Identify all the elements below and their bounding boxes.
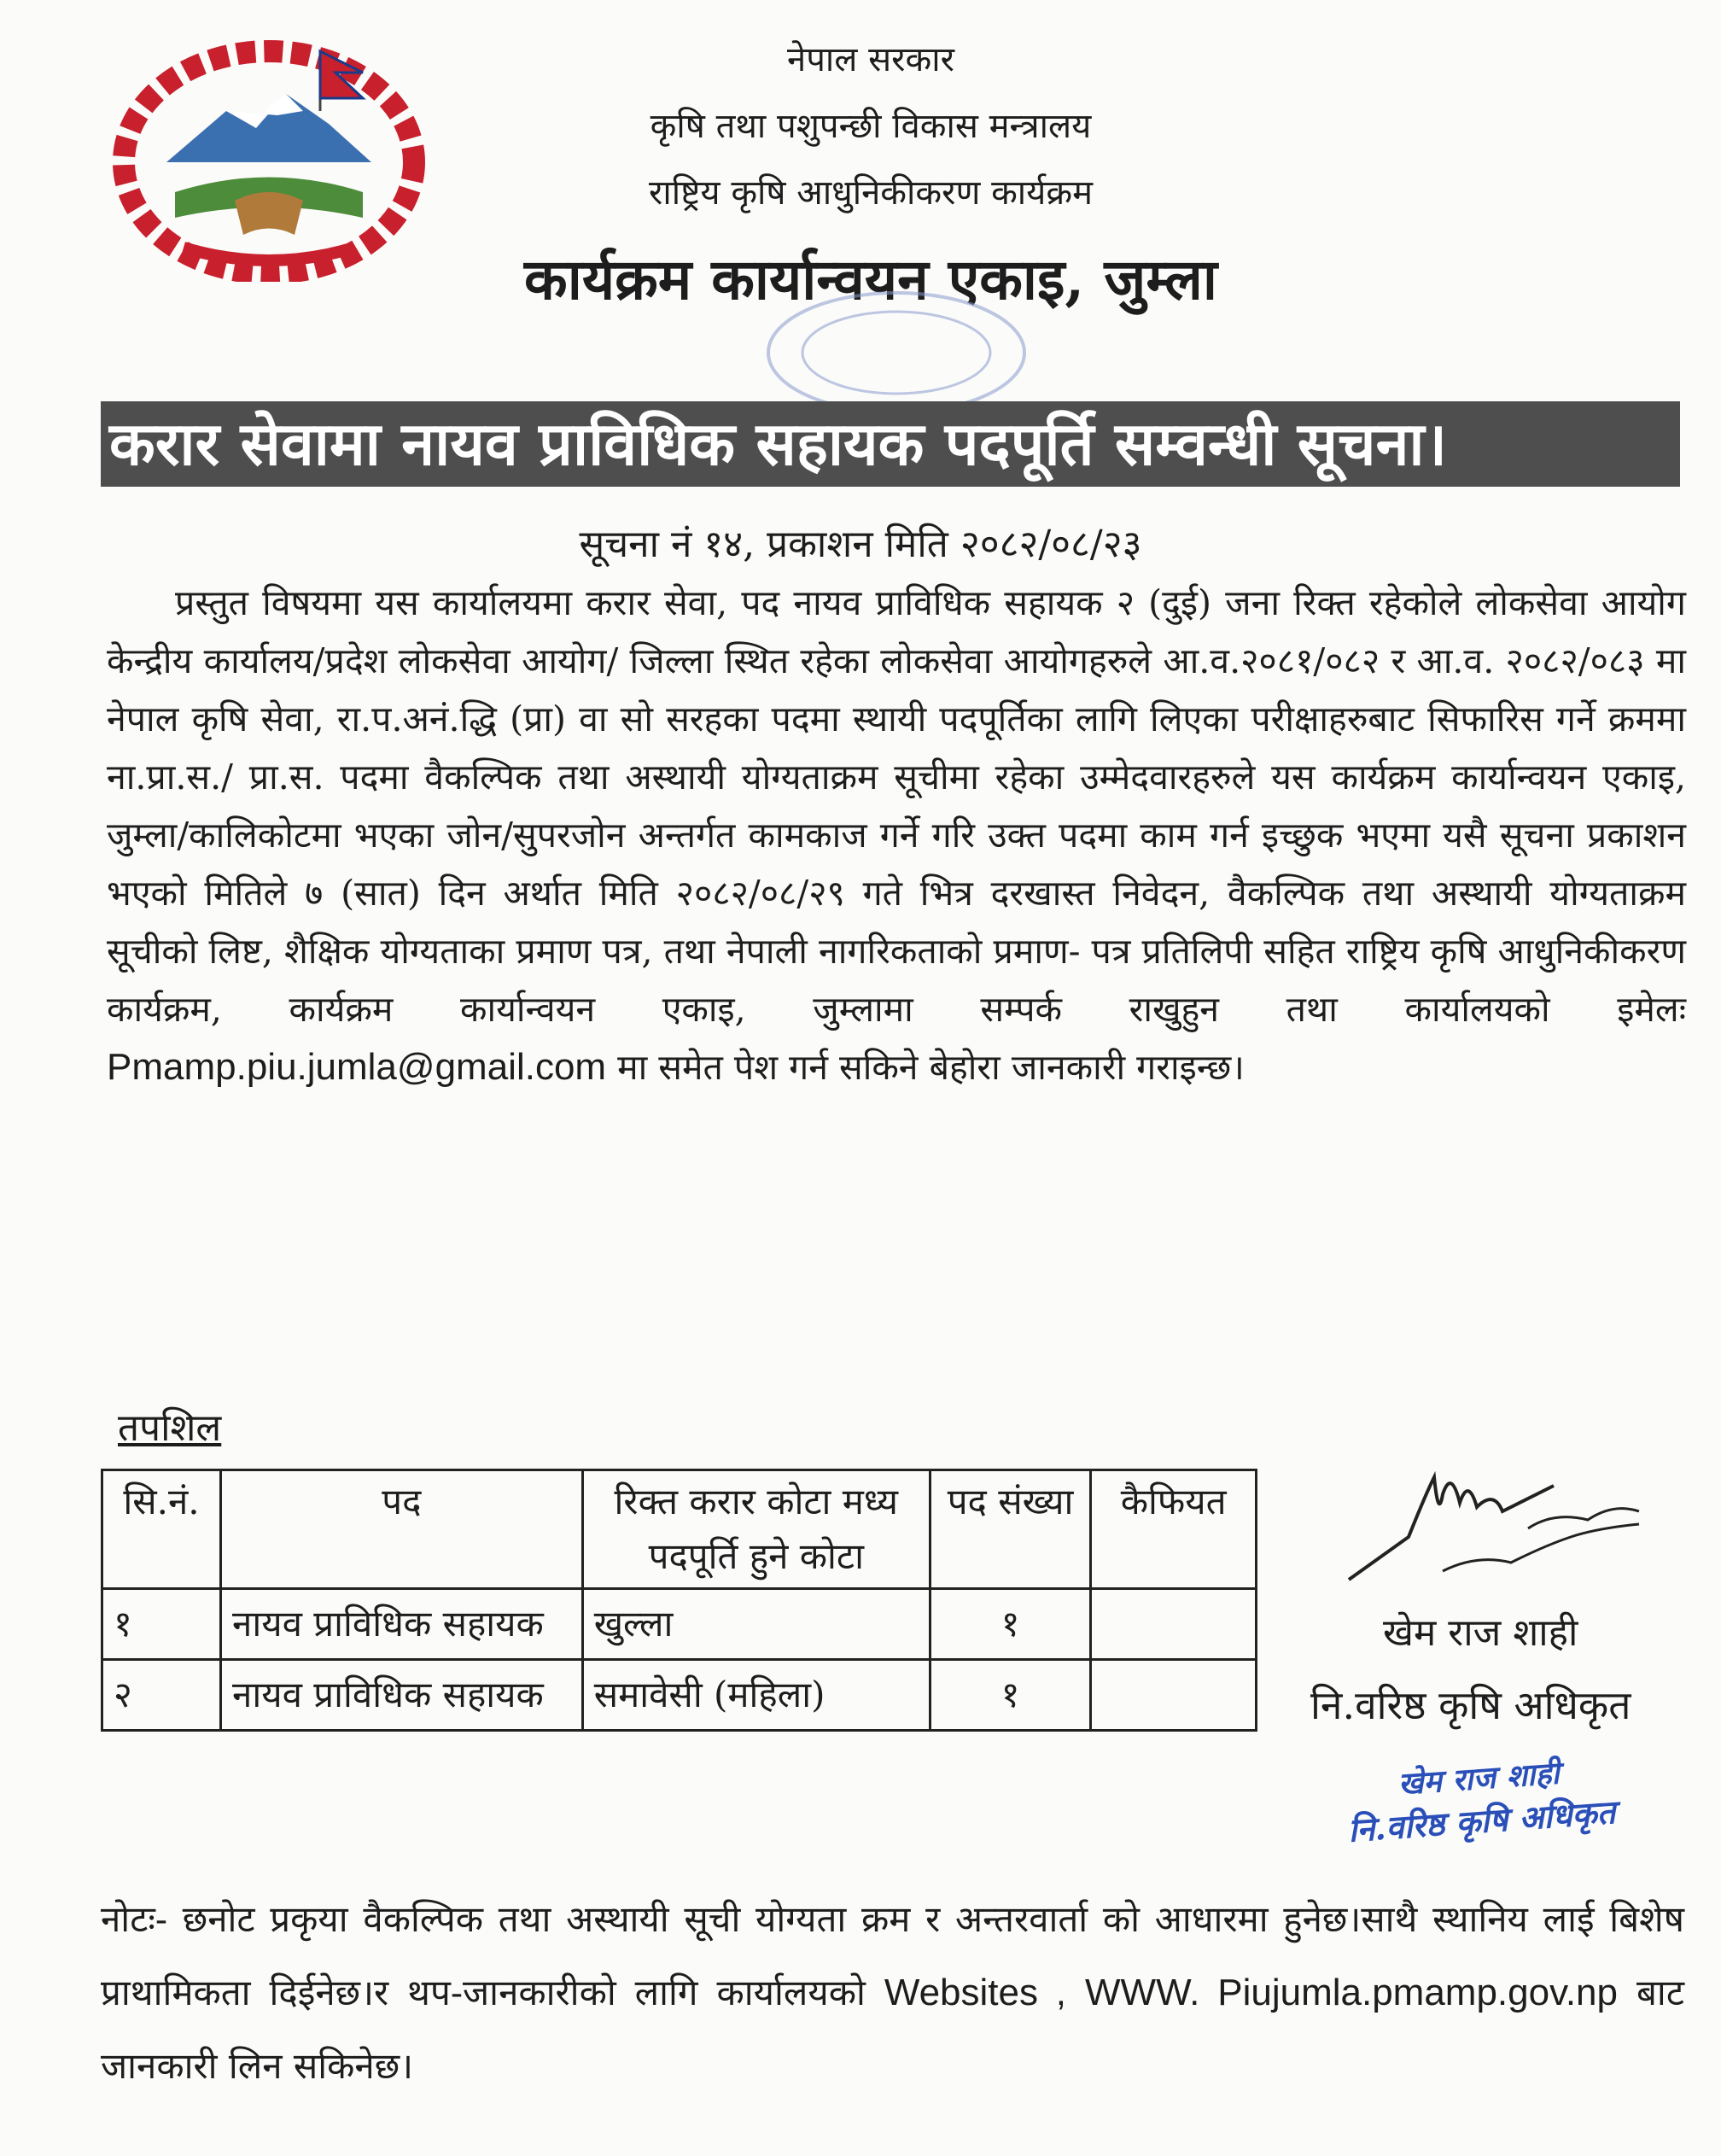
table-cell: नायव प्राविधिक सहायक xyxy=(221,1660,583,1731)
email-address: Pmamp.piu.jumla@gmail.com xyxy=(107,1046,607,1088)
column-header: कैफियत xyxy=(1091,1470,1257,1589)
table-header-row xyxy=(102,1470,1257,1589)
table-cell: २ xyxy=(102,1660,221,1731)
body-text-end: मा समेत पेश गर्न सकिने बेहोरा जानकारी गराइन्छ। xyxy=(617,1047,1245,1088)
notice-body xyxy=(107,574,1686,1096)
body-text: प्रस्तुत विषयमा यस कार्यालयमा करार सेवा, पद नायव प्राविधिक सहायक २ (दुई) जना रिक्त रहेकोले लोकसेवा आयोग केन्द्रीय कार्यालय/प्रदेश लोकसेवा आयोग/ जिल्ला स्थित रहेका लोकसेवा आयोगहरुले आ.व.२०८१/०८२ र आ.व. २०८२/०८३ मा नेपाल कृषि सेवा, रा.प.अनं.द्धि (प्रा) वा सो सरहका पदमा स्थायी पदपूर्तिका लागि लिएका परीक्षाहरुबाट सिफारिस गर्ने क्रममा ना.प्रा.स./ प्रा.स. पदमा वैकल्पिक तथा अस्थायी योग्यताक्रम सूचीमा रहेका उम्मेदवारहरुले यस कार्यक्रम कार्यान्वयन एकाइ, जुम्ला/कालिकोटमा भएका जोन/सुपरजोन अन्तर्गत कामकाज गर्ने गरि उक्त पदमा काम गर्न इच्छुक भएमा यसै सूचना प्रकाशन भएको मितिले ७ (सात) दिन अर्थात मिति २०८२/०८/२९ गते भित्र दरखास्त निवेदन, वैकल्पिक तथा अस्थायी योग्यताक्रम सूचीको लिष्ट, शैक्षिक योग्यताका प्रमाण पत्र, तथा नेपाली नागरिकताको प्रमाण- पत्र प्रतिलिपी सहित राष्ट्रिय कृषि आधुनिकीकरण कार्यक्रम, कार्यक्रम कार्यान्वयन एकाइ, जुम्लामा सम्पर्क राखुहुन तथा कार्यालयको इमेलः xyxy=(107,582,1686,1030)
stamp-name: खेम राज शाही xyxy=(1397,1755,1561,1803)
table-cell: १ xyxy=(102,1589,221,1660)
signatory-designation: नि.वरिष्ठ कृषि अधिकृत xyxy=(1310,1682,1631,1728)
official-stamp xyxy=(1290,1744,1672,1881)
notice-title-bar: करार सेवामा नायव प्राविधिक सहायक पदपूर्ति सम्वन्धी सूचना। xyxy=(101,401,1680,487)
header-office: कार्यक्रम कार्यान्वयन एकाइ, जुम्ला xyxy=(524,246,1217,313)
table-row xyxy=(102,1589,1257,1660)
table-cell xyxy=(1091,1660,1257,1731)
schedule-label: तपशिल xyxy=(118,1406,222,1450)
stamp-designation: नि.वरिष्ठ कृषि अधिकृत xyxy=(1346,1792,1617,1849)
signatory-name: खेम राज शाही xyxy=(1383,1611,1578,1655)
table-cell: १ xyxy=(930,1660,1090,1731)
handwritten-signature xyxy=(1332,1443,1656,1614)
website-link[interactable]: WWW. Piujumla.pmamp.gov.np xyxy=(1085,1972,1618,2013)
table-cell: नायव प्राविधिक सहायक xyxy=(221,1589,583,1660)
column-header: पद संख्या xyxy=(930,1470,1090,1589)
table-cell xyxy=(1091,1589,1257,1660)
column-header: रिक्त करार कोटा मध्य पदपूर्ति हुने कोटा xyxy=(582,1470,930,1589)
table-cell: समावेसी (महिला) xyxy=(582,1660,930,1731)
table-cell: खुल्ला xyxy=(582,1589,930,1660)
column-header: सि.नं. xyxy=(102,1470,221,1589)
note-text: नोटः- छनोट प्रकृया वैकल्पिक तथा अस्थायी सूची योग्यता क्रम र अन्तरवार्ता को आधारमा हुनेछ।साथै स्थानिय लाई बिशेष प्राथामिकता दिईनेछ।र थप-जानकारीको लागि कार्यालयको xyxy=(101,1898,1684,2013)
note-text-end: बाट जानकारी लिन सकिनेछ। xyxy=(101,1972,1684,2087)
header-ministry: कृषि तथा पशुपन्छी विकास मन्त्रालय xyxy=(650,107,1092,146)
vacancy-table xyxy=(101,1469,1257,1732)
header-government: नेपाल सरकार xyxy=(787,40,954,79)
nepal-emblem-icon xyxy=(107,34,431,282)
table-cell: १ xyxy=(930,1589,1090,1660)
office-seal-icon xyxy=(751,289,1041,417)
footer-note xyxy=(101,1883,1684,2103)
column-header: पद xyxy=(221,1470,583,1589)
websites-label: Websites , xyxy=(884,1972,1067,2013)
notice-number-date: सूचना नं १४, प्रकाशन मिति २०८२/०८/२३ xyxy=(579,523,1142,566)
header-program: राष्ट्रिय कृषि आधुनिकीकरण कार्यक्रम xyxy=(648,173,1094,213)
table-row xyxy=(102,1660,1257,1731)
